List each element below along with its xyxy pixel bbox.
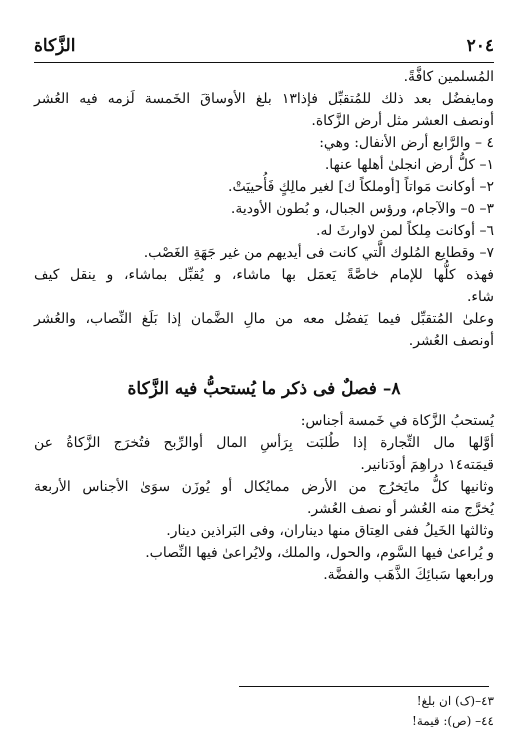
text-line: أونصف العشر مثل أرض الزَّكاة. [311, 113, 494, 129]
text-line: و يُراعىٰ فيها السَّوم، والحول، والملك، ولايُراعىٰ فيها النِّصاب. [145, 545, 494, 561]
text-line: وعلىٰ المُتقبِّل فيما يَفضُل معه من مالِ الضَّمان إذا بَلَغ النِّصاب، والعُشر [34, 311, 494, 327]
list-item: ٧– وقطايع المُلوك الَّتي كانت فى أيديهم من غير جَهَةِ الغَصْب. [143, 245, 494, 261]
footnote: ٤٤– (ص): قيمة! [412, 714, 494, 728]
section-heading: ٨– فصلٌ فى ذكر ما يُستحبُّ فيه الزَّكاة [127, 379, 401, 399]
footnote-divider [239, 686, 489, 687]
text-line: فهذه كلُّها للإمام خاصَّةً يَعمَل بها ماشاء، و يُقبِّل بماشاء، و ينقل كيف [34, 267, 494, 283]
text-line: وثالثها الخَيلُ ففى العِتاق منها ديناران، وفى البَراذين دينار. [166, 523, 494, 539]
text-line: أونصف العُشر. [408, 333, 494, 349]
text-line: المُسلمين كافَّةً. [403, 69, 494, 85]
text-line: يُخرَّج منه العُشر أو نصف العُشر. [306, 501, 494, 517]
text-line: قيمَته١٤ دراهِمَ أودَنانير. [360, 457, 494, 473]
text-line: يُستحبُ الزَّكاة في خَمسة أجناس: [300, 413, 494, 429]
list-item: ٣– ٥– والآجام، ورؤس الجبال، و بُطون الأودية. [230, 201, 494, 217]
list-item: ٢– أوكانت مَواتاً [أوملكاً ك] لغير مالِكٍ فَأُحييَتْ. [228, 179, 494, 195]
text-line: ٤ – والرَّابع أرض الأنفال: وهي: [319, 135, 494, 151]
page-number: ٢٠٤ [466, 36, 494, 56]
running-title: الزَّكاة [34, 36, 76, 56]
text-line: ومايفضُل بعد ذلك للمُتقبِّل فإذا١٣ بلغ الأوساقَ الخَمسة لَزمه فيه العُشر [34, 91, 495, 107]
footnotes [34, 691, 494, 731]
footnote: ٤٣–(ک) ان بلغ! [416, 694, 494, 708]
list-item: ٦– أوكانت مِلكاً لمن لاوارثَ له. [316, 223, 494, 239]
text-line: أوَّلها مال التِّجارة إذا طُلبَت بِرَأسِ المال أوالرِّبح فتُخرَج الزَّكاةُ عن [34, 435, 494, 451]
text-line: ورابعها سَبائِكَ الذَّهَب والفضَّة. [323, 567, 494, 583]
text-line: وثانيها كلُّ مايَخرُج من الأرض ممايُكال أو يُوزَن سوَىٰ الأجناس الأربعة [34, 479, 494, 495]
text-line: شاء. [466, 289, 494, 305]
body-text [34, 66, 494, 586]
page-header [34, 34, 494, 63]
list-item: ١– كلُّ أرض انجلىٰ أهلها عنها. [324, 157, 494, 173]
